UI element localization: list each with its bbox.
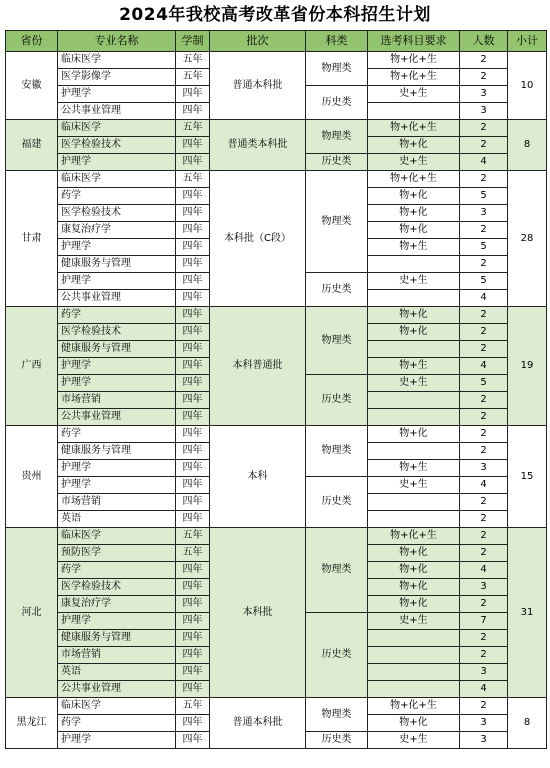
subtotal-cell: 10 (508, 52, 547, 120)
subtotal-cell: 8 (508, 698, 547, 749)
table-row (6, 426, 547, 443)
major-cell: 公共事业管理 (58, 409, 176, 426)
subject-req-cell (368, 392, 460, 409)
subject-req-cell: 物+化+生 (368, 698, 460, 715)
major-cell: 健康服务与管理 (58, 443, 176, 460)
subject-req-cell: 物+化 (368, 579, 460, 596)
major-cell: 护理学 (58, 239, 176, 256)
years-cell: 四年 (176, 86, 210, 103)
subject-req-cell (368, 290, 460, 307)
header-major: 专业名称 (58, 31, 176, 52)
count-cell: 2 (460, 392, 508, 409)
category-cell: 历史类 (306, 273, 368, 307)
years-cell: 四年 (176, 579, 210, 596)
batch-cell: 本科普通批 (210, 307, 306, 426)
count-cell: 3 (460, 460, 508, 477)
count-cell: 4 (460, 562, 508, 579)
count-cell: 2 (460, 52, 508, 69)
subject-req-cell: 物+化+生 (368, 69, 460, 86)
years-cell: 四年 (176, 290, 210, 307)
years-cell: 四年 (176, 426, 210, 443)
major-cell: 康复治疗学 (58, 222, 176, 239)
subject-req-cell: 物+化 (368, 137, 460, 154)
subject-req-cell: 物+生 (368, 460, 460, 477)
major-cell: 市场营销 (58, 647, 176, 664)
page-title: 2024年我校高考改革省份本科招生计划 (119, 5, 431, 25)
province-cell: 贵州 (6, 426, 58, 528)
subtotal-cell: 19 (508, 307, 547, 426)
subject-req-cell (368, 341, 460, 358)
years-cell: 四年 (176, 443, 210, 460)
major-cell: 护理学 (58, 477, 176, 494)
subject-req-cell: 物+化 (368, 562, 460, 579)
table-row (6, 52, 547, 69)
major-cell: 公共事业管理 (58, 103, 176, 120)
years-cell: 五年 (176, 528, 210, 545)
category-cell: 物理类 (306, 120, 368, 154)
table-row (6, 120, 547, 137)
major-cell: 医学影像学 (58, 69, 176, 86)
table-row (6, 698, 547, 715)
major-cell: 药学 (58, 188, 176, 205)
count-cell: 3 (460, 103, 508, 120)
subject-req-cell: 史+生 (368, 732, 460, 749)
subject-req-cell: 史+生 (368, 375, 460, 392)
years-cell: 四年 (176, 103, 210, 120)
subject-req-cell: 物+生 (368, 358, 460, 375)
count-cell: 3 (460, 205, 508, 222)
province-cell: 黑龙江 (6, 698, 58, 749)
province-cell: 福建 (6, 120, 58, 171)
count-cell: 4 (460, 290, 508, 307)
count-cell: 2 (460, 528, 508, 545)
category-cell: 历史类 (306, 613, 368, 698)
count-cell: 2 (460, 307, 508, 324)
major-cell: 康复治疗学 (58, 596, 176, 613)
category-cell: 物理类 (306, 52, 368, 86)
subject-req-cell: 物+化 (368, 545, 460, 562)
major-cell: 药学 (58, 715, 176, 732)
major-cell: 医学检验技术 (58, 137, 176, 154)
category-cell: 历史类 (306, 375, 368, 426)
years-cell: 四年 (176, 511, 210, 528)
years-cell: 四年 (176, 154, 210, 171)
major-cell: 英语 (58, 511, 176, 528)
subject-req-cell: 物+生 (368, 239, 460, 256)
major-cell: 预防医学 (58, 545, 176, 562)
subtotal-cell: 8 (508, 120, 547, 171)
category-cell: 历史类 (306, 477, 368, 528)
years-cell: 四年 (176, 409, 210, 426)
header-province: 省份 (6, 31, 58, 52)
header-batch: 批次 (210, 31, 306, 52)
province-cell: 甘肃 (6, 171, 58, 307)
years-cell: 五年 (176, 69, 210, 86)
major-cell: 健康服务与管理 (58, 256, 176, 273)
major-cell: 护理学 (58, 732, 176, 749)
subject-req-cell: 物+化+生 (368, 120, 460, 137)
subject-req-cell: 物+化+生 (368, 528, 460, 545)
count-cell: 5 (460, 188, 508, 205)
years-cell: 五年 (176, 698, 210, 715)
subject-req-cell (368, 511, 460, 528)
batch-cell: 普通本科批 (210, 698, 306, 749)
table-row (6, 528, 547, 545)
major-cell: 医学检验技术 (58, 579, 176, 596)
count-cell: 2 (460, 426, 508, 443)
subtotal-cell: 28 (508, 171, 547, 307)
years-cell: 四年 (176, 596, 210, 613)
count-cell: 2 (460, 511, 508, 528)
major-cell: 护理学 (58, 375, 176, 392)
category-cell: 历史类 (306, 86, 368, 120)
major-cell: 护理学 (58, 358, 176, 375)
batch-cell: 普通本科批 (210, 52, 306, 120)
major-cell: 护理学 (58, 273, 176, 290)
category-cell: 物理类 (306, 171, 368, 273)
subject-req-cell: 物+化 (368, 596, 460, 613)
subject-req-cell: 物+化 (368, 307, 460, 324)
subtotal-cell: 31 (508, 528, 547, 698)
count-cell: 2 (460, 341, 508, 358)
table-row (6, 307, 547, 324)
major-cell: 公共事业管理 (58, 290, 176, 307)
header-subtotal: 小计 (508, 31, 547, 52)
count-cell: 2 (460, 171, 508, 188)
major-cell: 临床医学 (58, 698, 176, 715)
years-cell: 五年 (176, 171, 210, 188)
subject-req-cell (368, 103, 460, 120)
province-cell: 安徽 (6, 52, 58, 120)
years-cell: 四年 (176, 239, 210, 256)
subject-req-cell: 物+化+生 (368, 171, 460, 188)
years-cell: 四年 (176, 715, 210, 732)
subject-req-cell (368, 681, 460, 698)
count-cell: 2 (460, 256, 508, 273)
years-cell: 四年 (176, 562, 210, 579)
major-cell: 药学 (58, 307, 176, 324)
subject-req-cell (368, 664, 460, 681)
major-cell: 市场营销 (58, 494, 176, 511)
years-cell: 四年 (176, 273, 210, 290)
count-cell: 2 (460, 120, 508, 137)
subject-req-cell (368, 630, 460, 647)
major-cell: 市场营销 (58, 392, 176, 409)
count-cell: 2 (460, 137, 508, 154)
table-row (6, 171, 547, 188)
header-row (6, 31, 547, 52)
years-cell: 四年 (176, 664, 210, 681)
count-cell: 2 (460, 69, 508, 86)
years-cell: 四年 (176, 630, 210, 647)
major-cell: 临床医学 (58, 171, 176, 188)
major-cell: 护理学 (58, 86, 176, 103)
subject-req-cell: 物+化 (368, 715, 460, 732)
years-cell: 四年 (176, 188, 210, 205)
province-cell: 广西 (6, 307, 58, 426)
count-cell: 2 (460, 222, 508, 239)
major-cell: 药学 (58, 426, 176, 443)
major-cell: 健康服务与管理 (58, 341, 176, 358)
category-cell: 物理类 (306, 528, 368, 613)
count-cell: 4 (460, 681, 508, 698)
count-cell: 2 (460, 409, 508, 426)
major-cell: 医学检验技术 (58, 205, 176, 222)
count-cell: 4 (460, 154, 508, 171)
count-cell: 5 (460, 239, 508, 256)
major-cell: 护理学 (58, 613, 176, 630)
subject-req-cell: 史+生 (368, 477, 460, 494)
years-cell: 四年 (176, 375, 210, 392)
subject-req-cell: 史+生 (368, 273, 460, 290)
years-cell: 四年 (176, 732, 210, 749)
subject-req-cell: 史+生 (368, 86, 460, 103)
count-cell: 2 (460, 596, 508, 613)
years-cell: 五年 (176, 120, 210, 137)
category-cell: 历史类 (306, 732, 368, 749)
major-cell: 临床医学 (58, 528, 176, 545)
enrollment-table (5, 30, 547, 749)
years-cell: 四年 (176, 137, 210, 154)
years-cell: 五年 (176, 52, 210, 69)
major-cell: 药学 (58, 562, 176, 579)
header-category: 科类 (306, 31, 368, 52)
major-cell: 临床医学 (58, 52, 176, 69)
batch-cell: 普通类本科批 (210, 120, 306, 171)
count-cell: 2 (460, 324, 508, 341)
years-cell: 四年 (176, 494, 210, 511)
subject-req-cell: 物+化 (368, 222, 460, 239)
years-cell: 四年 (176, 256, 210, 273)
subject-req-cell: 物+化 (368, 188, 460, 205)
subject-req-cell: 物+化 (368, 426, 460, 443)
batch-cell: 本科 (210, 426, 306, 528)
years-cell: 四年 (176, 307, 210, 324)
category-cell: 历史类 (306, 154, 368, 171)
major-cell: 健康服务与管理 (58, 630, 176, 647)
header-years: 学制 (176, 31, 210, 52)
count-cell: 2 (460, 443, 508, 460)
batch-cell: 本科批（C段） (210, 171, 306, 307)
count-cell: 3 (460, 579, 508, 596)
province-cell: 河北 (6, 528, 58, 698)
years-cell: 四年 (176, 460, 210, 477)
subject-req-cell (368, 494, 460, 511)
count-cell: 3 (460, 664, 508, 681)
category-cell: 物理类 (306, 426, 368, 477)
subject-req-cell: 物+化 (368, 324, 460, 341)
count-cell: 2 (460, 494, 508, 511)
count-cell: 2 (460, 647, 508, 664)
subject-req-cell (368, 256, 460, 273)
years-cell: 四年 (176, 324, 210, 341)
years-cell: 四年 (176, 222, 210, 239)
major-cell: 护理学 (58, 460, 176, 477)
major-cell: 英语 (58, 664, 176, 681)
subject-req-cell (368, 443, 460, 460)
subject-req-cell: 史+生 (368, 154, 460, 171)
category-cell: 物理类 (306, 698, 368, 732)
years-cell: 四年 (176, 205, 210, 222)
count-cell: 4 (460, 477, 508, 494)
count-cell: 5 (460, 273, 508, 290)
major-cell: 护理学 (58, 154, 176, 171)
years-cell: 四年 (176, 613, 210, 630)
years-cell: 五年 (176, 545, 210, 562)
count-cell: 2 (460, 698, 508, 715)
batch-cell: 本科批 (210, 528, 306, 698)
subject-req-cell: 物+化+生 (368, 52, 460, 69)
category-cell: 物理类 (306, 307, 368, 375)
subtotal-cell: 15 (508, 426, 547, 528)
years-cell: 四年 (176, 681, 210, 698)
count-cell: 3 (460, 732, 508, 749)
count-cell: 2 (460, 545, 508, 562)
count-cell: 3 (460, 86, 508, 103)
header-count: 人数 (460, 31, 508, 52)
years-cell: 四年 (176, 358, 210, 375)
years-cell: 四年 (176, 477, 210, 494)
subject-req-cell (368, 409, 460, 426)
years-cell: 四年 (176, 647, 210, 664)
subject-req-cell: 史+生 (368, 613, 460, 630)
header-subject-req: 选考科目要求 (368, 31, 460, 52)
major-cell: 医学检验技术 (58, 324, 176, 341)
years-cell: 四年 (176, 341, 210, 358)
count-cell: 4 (460, 358, 508, 375)
major-cell: 临床医学 (58, 120, 176, 137)
years-cell: 四年 (176, 392, 210, 409)
count-cell: 3 (460, 715, 508, 732)
count-cell: 7 (460, 613, 508, 630)
count-cell: 5 (460, 375, 508, 392)
major-cell: 公共事业管理 (58, 681, 176, 698)
count-cell: 2 (460, 630, 508, 647)
subject-req-cell: 物+化 (368, 205, 460, 222)
subject-req-cell (368, 647, 460, 664)
